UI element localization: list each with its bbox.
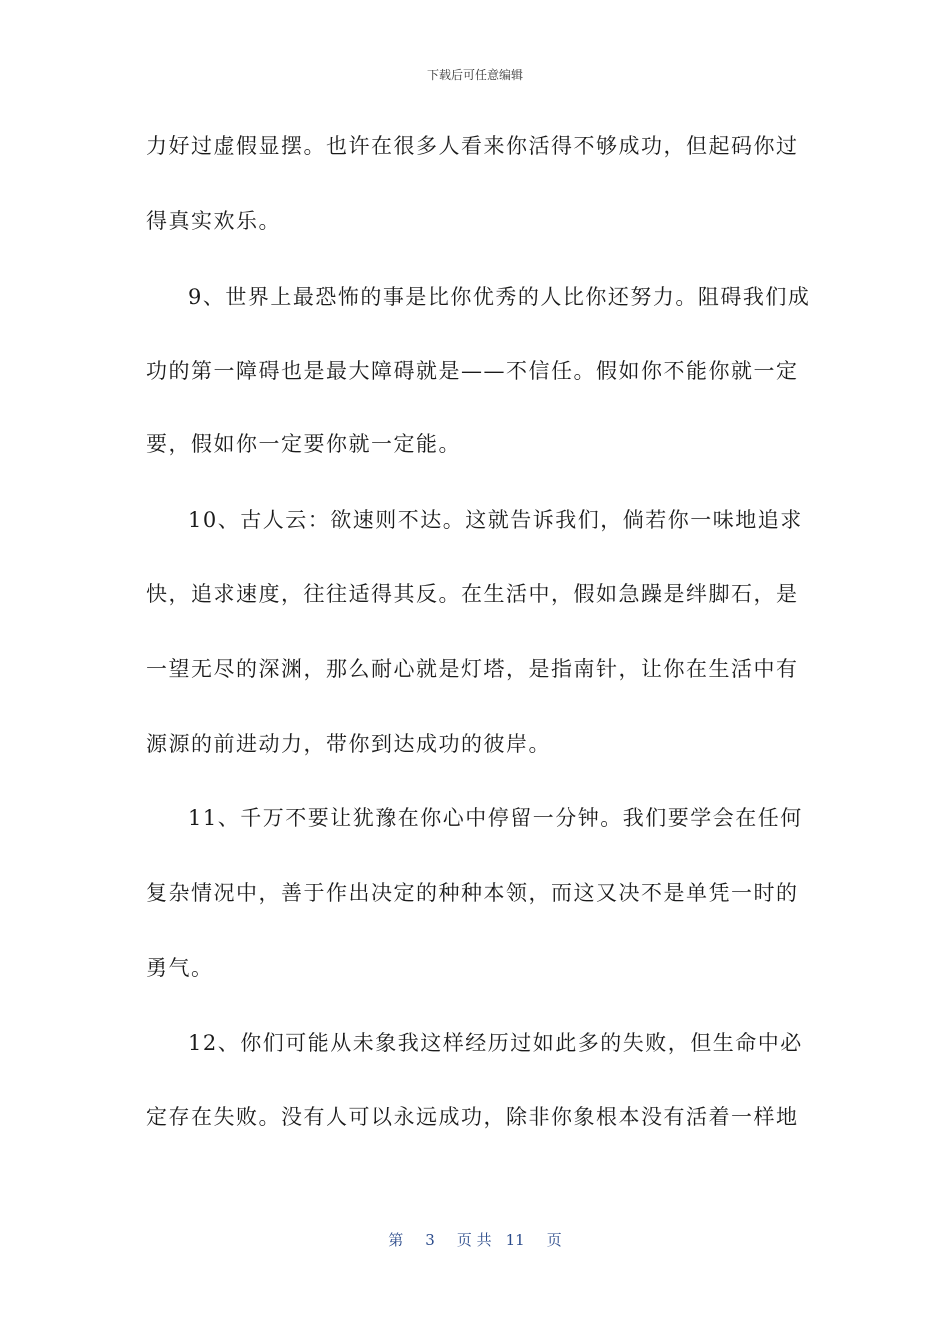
paragraph-first-line: 11、千万不要让犹豫在你心中停留一分钟。我们要学会在任何 (188, 806, 803, 830)
page-current: 3 (425, 1231, 435, 1249)
body-line: 一望无尽的深渊，那么耐心就是灯塔，是指南针，让你在生活中有 (146, 657, 799, 681)
body-line: 力好过虚假显摆。也许在很多人看来你活得不够成功，但起码你过 (146, 134, 799, 158)
body-line: 快，追求速度，往往适得其反。在生活中，假如急躁是绊脚石，是 (146, 582, 799, 606)
paragraph-first-line: 12、你们可能从未象我这样经历过如此多的失败，但生命中必 (188, 1031, 803, 1055)
body-line: 定存在失败。没有人可以永远成功，除非你象根本没有活着一样地 (146, 1105, 799, 1129)
paragraph-first-line: 9、世界上最恐怖的事是比你优秀的人比你还努力。阻碍我们成 (188, 285, 811, 309)
paragraph-first-line: 10、古人云：欲速则不达。这就告诉我们，倘若你一味地追求 (188, 508, 803, 532)
body-line: 勇气。 (146, 956, 214, 980)
page-label: 第 (388, 1231, 404, 1249)
document-header: 下载后可任意编辑 (426, 68, 523, 82)
body-line: 得真实欢乐。 (146, 209, 281, 233)
page-total: 11 (505, 1231, 525, 1249)
body-line: 功的第一障碍也是最大障碍就是——不信任。假如你不能你就一定 (146, 359, 799, 383)
body-line: 要，假如你一定要你就一定能。 (146, 432, 461, 456)
body-line: 源源的前进动力，带你到达成功的彼岸。 (146, 732, 551, 756)
page-mid-label: 页 共 (456, 1231, 492, 1249)
page-footer (0, 1229, 950, 1250)
body-line: 复杂情况中，善于作出决定的种种本领，而这又决不是单凭一时的 (146, 881, 799, 905)
page-end-label: 页 (546, 1231, 562, 1249)
